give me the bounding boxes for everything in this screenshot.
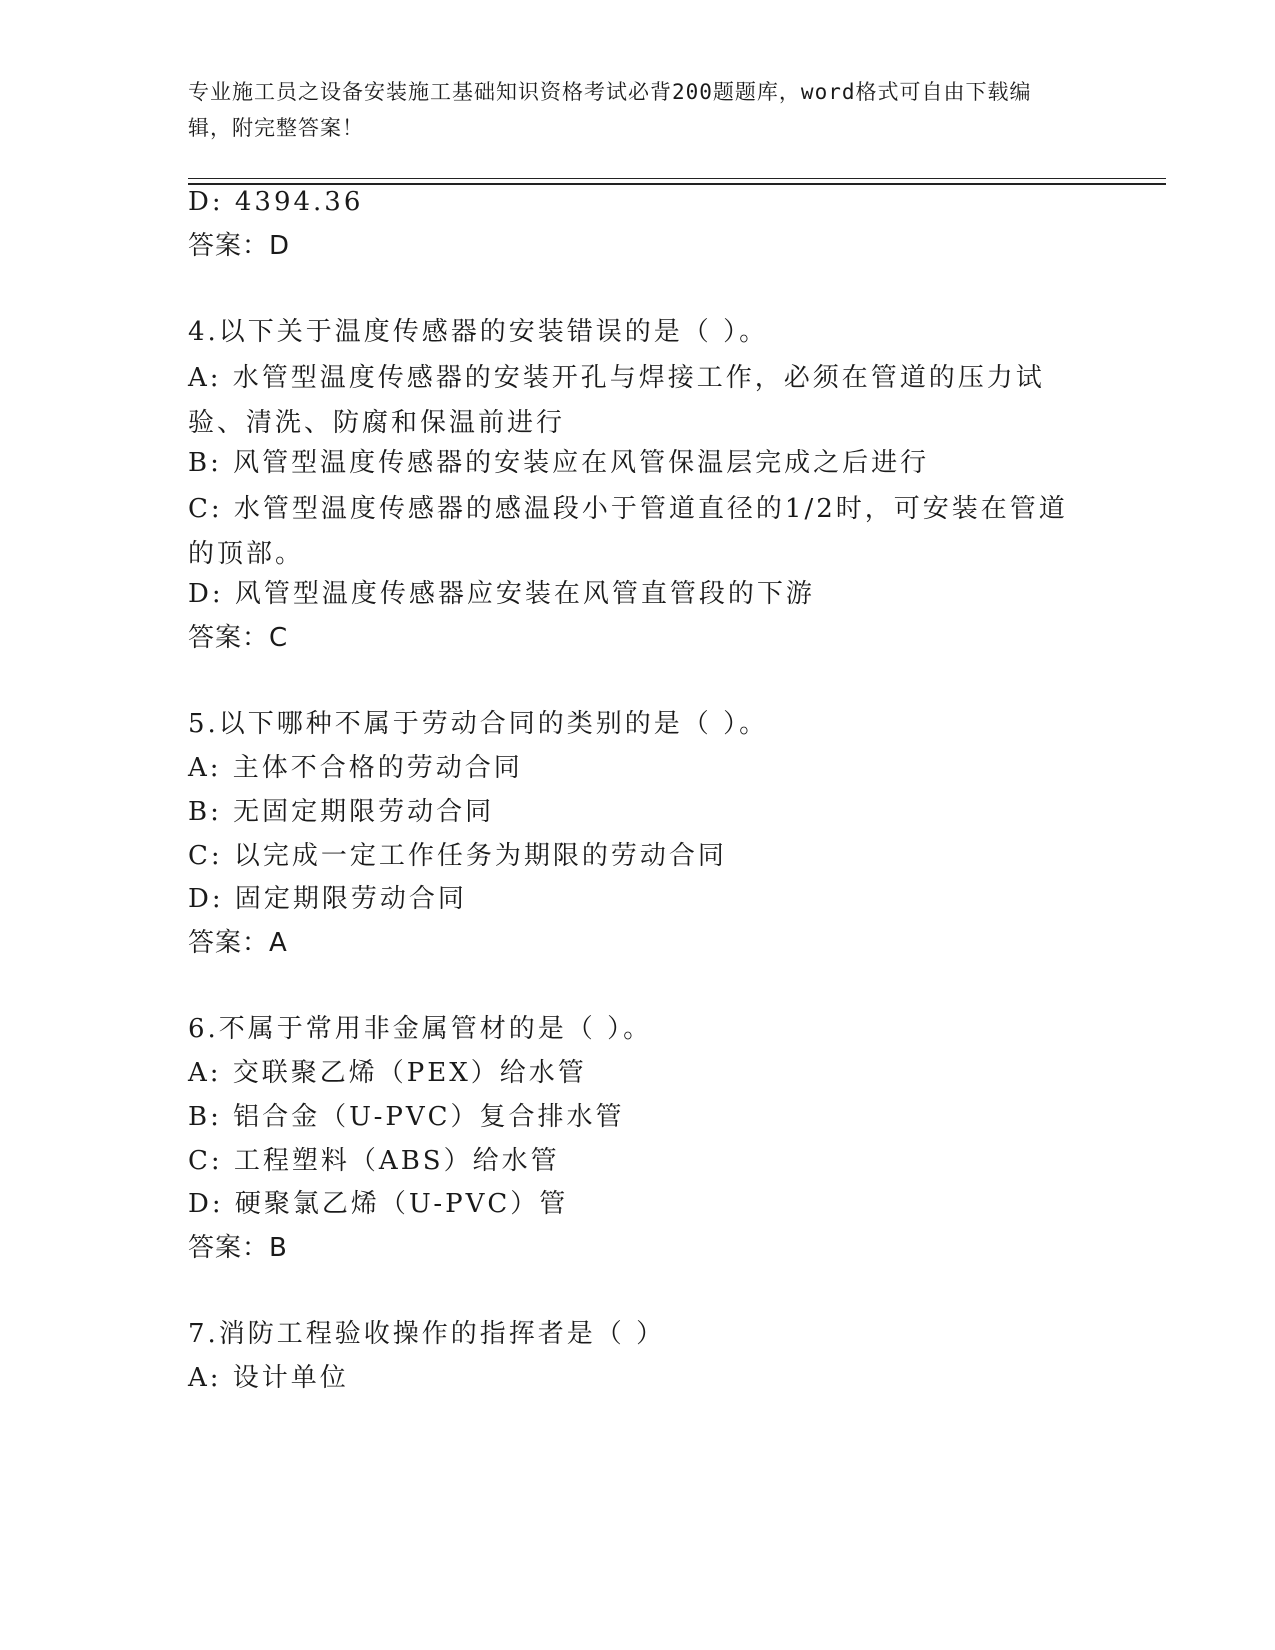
question-4-answer: 答案：C — [188, 623, 289, 653]
question-5-option-c: C: 以完成一定工作任务为期限的劳动合同 — [188, 841, 727, 871]
question-7-option-a: A: 设计单位 — [188, 1363, 349, 1393]
question-5-answer: 答案：A — [188, 928, 288, 958]
question-4-option-a: A: 水管型温度传感器的安装开孔与焊接工作，必须在管道的压力试验、清洗、防腐和保温前进行 — [188, 363, 1045, 438]
question-6-option-a: A: 交联聚乙烯（PEX）给水管 — [188, 1058, 587, 1088]
question-5-option-d: D: 固定期限劳动合同 — [188, 884, 467, 914]
question-6-option-b: B: 铝合金（U-PVC）复合排水管 — [188, 1102, 625, 1132]
question-4-option-b: B: 风管型温度传感器的安装应在风管保温层完成之后进行 — [188, 448, 930, 478]
answer-prev: 答案：D — [188, 231, 291, 261]
header-divider-thin — [188, 178, 1166, 179]
document-header: 专业施工员之设备安装施工基础知识资格考试必背200题题库，word格式可自由下载编辑，附完整答案！ — [188, 80, 1032, 140]
question-4-option-c: C: 水管型温度传感器的感温段小于管道直径的1/2时，可安装在管道的顶部。 — [188, 494, 1068, 569]
question-4-option-d: D: 风管型温度传感器应安装在风管直管段的下游 — [188, 579, 815, 609]
question-6-stem: 6.不属于常用非金属管材的是（ ）。 — [188, 1014, 653, 1044]
question-5-option-a: A: 主体不合格的劳动合同 — [188, 753, 523, 783]
question-6-answer: 答案：B — [188, 1233, 288, 1263]
question-6-option-d: D: 硬聚氯乙烯（U-PVC）管 — [188, 1189, 569, 1219]
question-4-stem: 4.以下关于温度传感器的安装错误的是（ ）。 — [188, 317, 769, 347]
question-5-stem: 5.以下哪种不属于劳动合同的类别的是（ ）。 — [188, 709, 769, 739]
option-d-prev: D: 4394.36 — [188, 187, 364, 217]
question-5-option-b: B: 无固定期限劳动合同 — [188, 797, 495, 827]
question-7-stem: 7.消防工程验收操作的指挥者是（ ） — [188, 1319, 666, 1349]
question-6-option-c: C: 工程塑料（ABS）给水管 — [188, 1146, 560, 1176]
